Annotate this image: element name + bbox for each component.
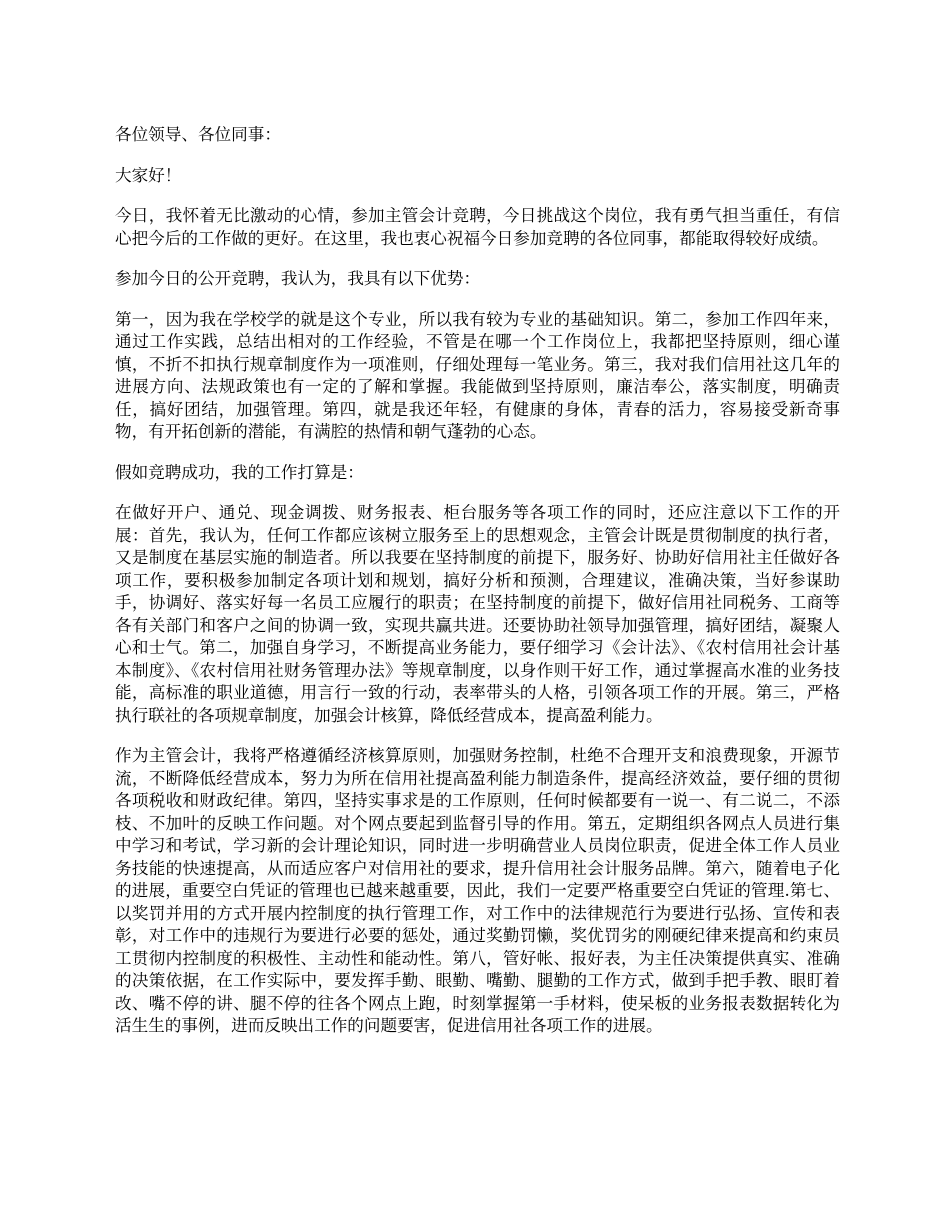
paragraph-advantages-heading: 参加今日的公开竞聘，我认为，我具有以下优势：	[115, 269, 481, 288]
greeting: 大家好！	[115, 165, 182, 185]
paragraph-intro: 今日，我怀着无比激动的心情，参加主管会计竞聘，今日挑战这个岗位，我有勇气担当重任，有信心把今后的工作做的更好。在这里，我也衷心祝福今日参加竞聘的各位同事，都能取得较好成绩。	[115, 206, 840, 248]
paragraph-plan-heading: 假如竞聘成功，我的工作打算是：	[115, 462, 364, 482]
paragraph-plan: 在做好开户、通兑、现金调拨、财务报表、柜台服务等各项工作的同时，还应注意以下工作的开展：首先，我认为，任何工作都应该树立服务至上的思想观念，主管会计既是贯彻制度的执行者，又是制度在基层实施的制造者。所以我要在坚持制度的前提下，服务好、协助好信用社主任做好各项工作，要积极参加制定各项计划和规划，搞好分析和预测，合理建议，准确决策，当好参谋助手，协调好、落实好每一名员工应履行的职责；在坚持制度的前提下，做好信用社同税务、工商等各有关部门和客户之间的协调一致，实现共赢共进。还要协助社领导加强管理，搞好团结，凝聚人心和士气。第二，加强自身学习，不断提高业务能力，要仔细学习《会计法》、《农村信用社会计基本制度》、《农村信用社财务管理办法》等规章制度，以身作则干好工作，通过掌握高水准的业务技能，高标准的职业道德，用言行一致的行动，表率带头的人格，引领各项工作的开展。第三，严格执行联社的各项规章制度，加强会计核算，降低经营成本，提高盈利能力。	[115, 503, 840, 725]
paragraph-advantages: 第一，因为我在学校学的就是这个专业，所以我有较为专业的基础知识。第二，参加工作四年来，通过工作实践，总结出相对的工作经验，不管是在哪一个工作岗位上，我都把坚持原则，细心谨慎，不折不扣执行规章制度作为一项准则，仔细处理每一笔业务。第三，我对我们信用社这几年的进展方向、法规政策也有一定的了解和掌握。我能做到坚持原则，廉洁奉公，落实制度，明确责任，搞好团结，加强管理。第四，就是我还年轻，有健康的身体，青春的活力，容易接受新奇事物，有开拓创新的潜能，有满腔的热情和朝气蓬勃的心态。	[115, 309, 840, 441]
paragraph-commitments: 作为主管会计，我将严格遵循经济核算原则，加强财务控制，杜绝不合理开支和浪费现象，开源节流，不断降低经营成本，努力为所在信用社提高盈利能力制造条件，提高经济效益，要仔细的贯彻各项税收和财政纪律。第四，坚持实事求是的工作原则，任何时候都要有一说一、有二说二，不添枝、不加叶的反映工作问题。对个网点要起到监督引导的作用。第五，定期组织各网点人员进行集中学习和考试，学习新的会计理论知识，同时进一步明确营业人员岗位职责，促进全体工作人员业务技能的快速提高，从而适应客户对信用社的要求，提升信用社会计服务品牌。第六，随着电子化的进展，重要空白凭证的管理也已越来越重要，因此，我们一定要严格重要空白凭证的管理.第七、以奖罚并用的方式开展内控制度的执行管理工作，对工作中的法律规范行为要进行弘扬、宣传和表彰，对工作中的违规行为要进行必要的惩处，通过奖勤罚懒，奖优罚劣的刚硬纪律来提高和约束员工贯彻内控制度的积极性、主动性和能动性。第八，管好帐、报好表，为主任决策提供真实、准确的决策依据，在工作实际中，要发挥手勤、眼勤、嘴勤、腿勤的工作方式，做到手把手教、眼盯着改、嘴不停的讲、腿不停的往各个网点上跑，时刻掌握第一手材料，使呆板的业务报表数据转化为活生生的事例，进而反映出工作的问题要害，促进信用社各项工作的进展。	[115, 746, 840, 1035]
document-body	[115, 124, 840, 1056]
salutation: 各位领导、各位同事：	[115, 125, 281, 144]
